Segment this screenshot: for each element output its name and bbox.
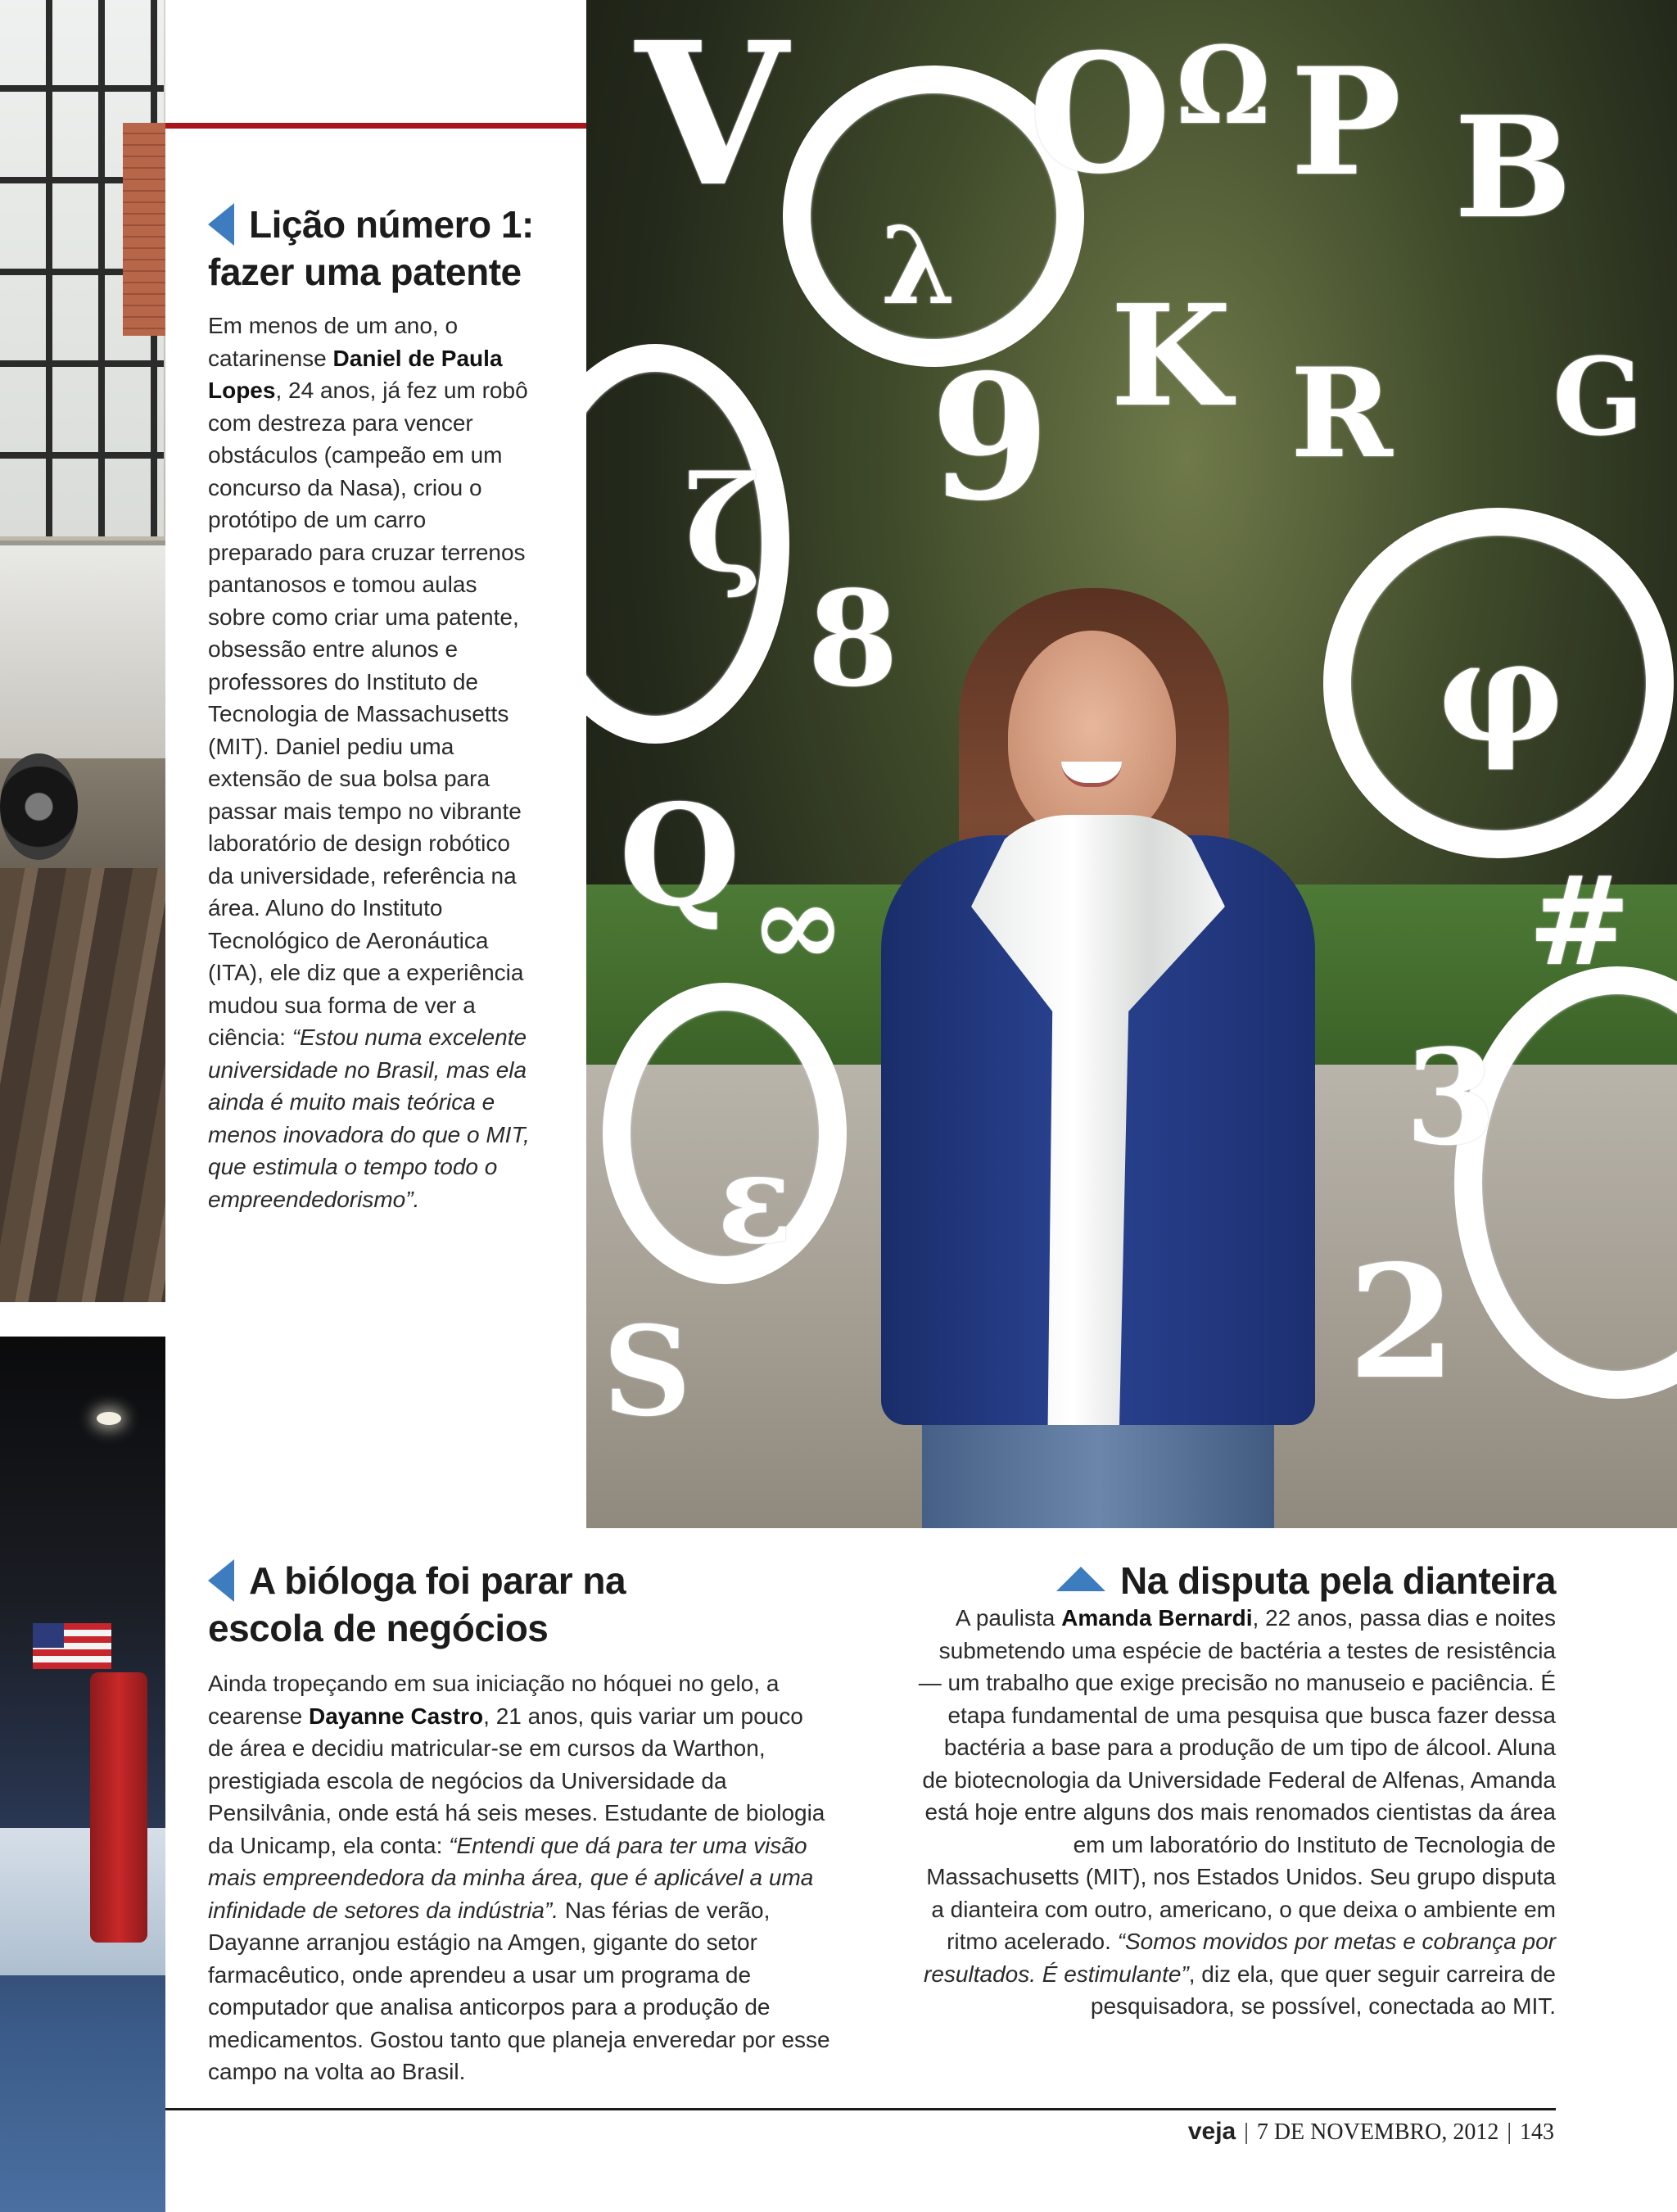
- sculpture-glyph: φ: [1438, 610, 1564, 774]
- photo-brick-wall: [123, 123, 165, 336]
- article-text: Nas férias de verão, Dayanne arranjou estágio na Amgen, gigante do setor farmacêutico, onde aprendeu a usar um programa de computador que analisa anticorpos para a produção de medicamentos. Gostou tanto que planeja enveredar por esse campo na volta ao Brasil.: [208, 1897, 830, 2084]
- page-number: 143: [1520, 2119, 1554, 2145]
- heading-a-biologa: [208, 1558, 699, 1651]
- article-daniel: [208, 310, 536, 1215]
- sculpture-glyph: 3: [1405, 1020, 1497, 1174]
- footer-date: 7 DE NOVEMBRO, 2012: [1256, 2119, 1499, 2145]
- photo-robot-cart: [0, 541, 165, 758]
- sculpture-glyph: #: [1528, 849, 1631, 993]
- article-text: , 24 anos, já fez um robô com destreza para vencer obstáculos (campeão em um concurso da Nasa), criou o protótipo de um carro preparado para cruzar terrenos pantanosos e tomou aulas sobre como criar uma patente, obsessão entre alunos e professores do Instituto de Tecnologia de Massachusetts (MIT). Daniel pediu uma extensão de sua bolsa para passar mais tempo no vibrante laboratório de design robótico da universidade, referência na área. Aluno do Instituto Tecnológico de Aeronáutica (ITA), ele diz que a experiência mudou sua forma de ver a ciência:: [208, 378, 528, 1050]
- sculpture-glyph: ∞: [750, 858, 846, 993]
- sculpture-glyph: 8: [807, 562, 899, 716]
- sculpture-glyph: Q: [619, 774, 741, 938]
- heading-licao-numero-1: [208, 201, 576, 295]
- sculpture-glyph: K: [1110, 274, 1232, 438]
- sculpture-glyph: ε: [717, 1128, 793, 1272]
- triangle-up-icon: [1056, 1567, 1105, 1591]
- sculpture-glyph: O: [1028, 18, 1172, 210]
- photo-person-jeans: [922, 1425, 1274, 1528]
- sculpture-glyph: G: [1553, 334, 1644, 459]
- photo-left-ice-rink: [0, 1337, 165, 2212]
- hero-photo-sculpture: [586, 0, 1677, 1528]
- sculpture-glyph: λ: [881, 203, 956, 328]
- article-text: , 21 anos, quis variar um pouco de área e decidiu matricular-se em cursos da Warthon, prestigiada escola de negócios da Universidade da Pensilvânia, onde está há seis meses. Estudante de biologia da Unicamp, ela conta:: [208, 1703, 825, 1858]
- article-quote: “Entendi que dá para ter uma visão mais empreendedora da minha área, que é aplicável a uma infinidade de setores da indústria”.: [208, 1832, 814, 1923]
- sculpture-glyph: P: [1291, 36, 1402, 209]
- sculpture-glyph: V: [635, 0, 789, 230]
- heading-line-2: fazer uma patente: [208, 250, 522, 293]
- triangle-left-icon: [208, 203, 234, 246]
- photo-floor: [0, 868, 165, 1302]
- photo-person-face: [1008, 631, 1176, 844]
- photo-red-padding: [90, 1672, 147, 1943]
- article-text: Ainda tropeçando em sua iniciação no hóquei no gelo, a cearense: [208, 1671, 780, 1729]
- article-text: Em menos de um ano, o catarinense: [208, 313, 459, 371]
- heading-line-1: Lição número 1:: [249, 203, 534, 246]
- person-name: Dayanne Castro: [308, 1703, 484, 1729]
- heading-line-1: Na disputa pela dianteira: [1120, 1559, 1556, 1602]
- sculpture-glyph: ζ: [685, 447, 762, 601]
- article-dayanne: [208, 1667, 830, 2088]
- footer-rule: [165, 2108, 1556, 2110]
- heading-line-1: A bióloga foi parar na: [249, 1559, 626, 1602]
- page-footer: veja | 7 DE NOVEMBRO, 2012 | 143: [1187, 2118, 1554, 2145]
- footer-brand: veja: [1187, 2118, 1236, 2145]
- sculpture-glyph: B: [1454, 86, 1572, 250]
- article-text: , 22 anos, passa dias e noites submetendo uma espécie de bactéria a testes de resistência — um trabalho que exige precisão no manuseio e paciência. É etapa fundamental de uma pesquisa que busca fazer dessa bactéria a base para a produção de um tipo de álcool. Aluna de biotecnologia da Universidade Federal de Alfenas, Amanda está hoje entre alguns dos mais renomados cientistas da área em um laboratório do Instituto de Tecnologia de Massachusetts (MIT), nos Estados Unidos. Seu grupo disputa a dianteira com outro, americano, o que deixa o ambiente em ritmo acelerado.: [918, 1605, 1556, 1954]
- article-text: A paulista: [955, 1605, 1062, 1631]
- sculpture-glyph: 2: [1348, 1231, 1457, 1414]
- person-name: Daniel de Paula Lopes: [208, 345, 503, 403]
- heading-line-2: escola de negócios: [208, 1606, 549, 1649]
- sculpture-glyph: R: [1291, 342, 1393, 486]
- triangle-left-icon: [208, 1559, 234, 1602]
- article-amanda: [917, 1602, 1556, 2023]
- photo-left-workshop: [0, 0, 165, 1302]
- top-red-rule: [165, 123, 587, 129]
- person-name: Amanda Bernardi: [1061, 1605, 1253, 1631]
- article-quote: “Somos movidos por metas e cobrança por resultados. É estimulante”: [924, 1929, 1556, 1987]
- photo-robot-wheel: [0, 753, 78, 860]
- photo-ceiling-light: [97, 1412, 121, 1425]
- article-text: , diz ela, que quer seguir carreira de pesquisadora, se possível, conectada ao MIT.: [1090, 1961, 1556, 2019]
- heading-na-disputa: [917, 1558, 1556, 1604]
- article-quote: “Estou numa excelente universidade no Brasil, mas ela ainda é muito mais teórica e menos inovadora do que o MIT, que estimula o tempo todo o empreendedorismo”.: [208, 1025, 530, 1212]
- photo-us-flag: [33, 1623, 111, 1669]
- sculpture-glyph: Ω: [1176, 23, 1271, 148]
- sculpture-glyph: S: [603, 1300, 692, 1444]
- sculpture-glyph: 9: [930, 337, 1051, 539]
